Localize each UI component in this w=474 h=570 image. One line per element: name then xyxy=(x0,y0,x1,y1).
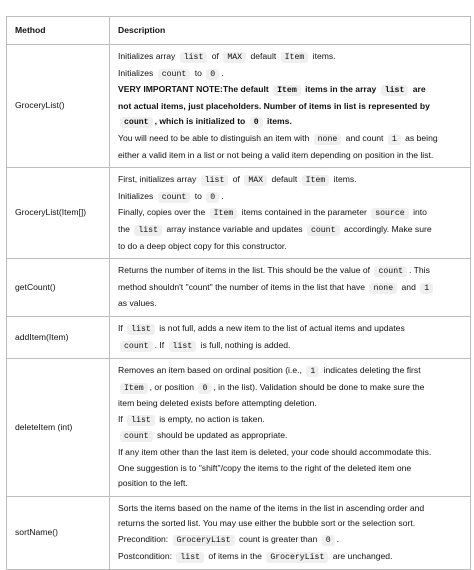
code-term: 0 xyxy=(322,535,335,546)
code-term: Item xyxy=(302,175,330,186)
text-segment: One suggestion is to "shift"/copy the items to the right of the deleted item one xyxy=(118,462,412,473)
description-line xyxy=(118,189,464,206)
code-term: list xyxy=(127,415,155,426)
text-segment: . xyxy=(336,534,340,545)
method-cell: GroceryList(Item[]) xyxy=(7,168,110,259)
description-line xyxy=(118,263,464,280)
description-line xyxy=(118,114,464,131)
description-line xyxy=(118,516,464,532)
description-cell xyxy=(110,45,471,168)
code-term: 1 xyxy=(388,134,401,145)
code-term: list xyxy=(134,225,162,236)
table-row xyxy=(7,45,471,168)
description-line xyxy=(118,428,464,445)
description-line xyxy=(118,66,464,83)
code-term: Item xyxy=(120,383,148,394)
code-term: list xyxy=(176,552,204,563)
bold-code-term: count xyxy=(120,117,153,128)
method-cell: getCount() xyxy=(7,259,110,317)
bold-text-segment: items in the array xyxy=(302,84,379,95)
text-segment: Precondition: xyxy=(118,534,171,545)
text-segment: is full, nothing is added. xyxy=(198,339,291,350)
description-line xyxy=(118,501,464,517)
code-term: 0 xyxy=(198,383,211,394)
description-line xyxy=(118,396,464,412)
text-segment: of xyxy=(209,51,222,61)
text-segment: either a valid item in a list or not being a valid item depending on position in the list. xyxy=(118,149,434,160)
text-segment: indicates deleting the first xyxy=(321,365,421,376)
method-cell: deleteItem (int) xyxy=(7,359,110,497)
code-term: count xyxy=(120,341,153,352)
description-line xyxy=(118,205,464,222)
table-row xyxy=(7,259,471,317)
table-row xyxy=(7,316,471,358)
code-term: 0 xyxy=(206,192,219,203)
code-term: count xyxy=(158,192,191,203)
description-cell xyxy=(110,168,471,259)
description-line xyxy=(118,363,464,380)
text-segment: . This xyxy=(409,265,430,276)
text-segment: method shouldn't "count" the number of items in the list that have xyxy=(118,281,368,292)
text-segment: If any item other than the last item is deleted, your code should accommodate this. xyxy=(118,447,432,458)
text-segment: Removes an item based on ordinal position (i.e., xyxy=(118,365,305,376)
description-line xyxy=(118,549,464,566)
code-term: source xyxy=(371,208,408,219)
description-line xyxy=(118,82,464,99)
code-term: MAX xyxy=(223,52,246,63)
description-line xyxy=(118,476,464,492)
table-row xyxy=(7,496,471,569)
description-line xyxy=(118,99,464,115)
text-segment: of items in the xyxy=(206,550,265,561)
text-segment: item being deleted exists before attempting deletion. xyxy=(118,398,317,409)
text-segment: into xyxy=(410,207,427,218)
table-header-row xyxy=(7,17,471,45)
description-line xyxy=(118,222,464,239)
text-segment: , in the list). Validation should be done to make sure the xyxy=(213,381,425,392)
text-segment: items. xyxy=(310,51,336,61)
code-term: count xyxy=(158,69,191,80)
code-term: Item xyxy=(281,52,309,63)
code-term: count xyxy=(120,431,153,442)
text-segment: should be updated as appropriate. xyxy=(154,430,288,441)
text-segment: is not full, adds a new item to the list of actual items and updates xyxy=(156,322,405,333)
code-term: GroceryList xyxy=(173,535,235,546)
description-line xyxy=(118,296,464,312)
description-cell xyxy=(110,359,471,497)
text-segment: as being xyxy=(402,132,438,143)
text-segment: , or position xyxy=(149,381,197,392)
code-term: MAX xyxy=(244,175,267,186)
description-cell xyxy=(110,496,471,569)
code-term: count xyxy=(307,225,340,236)
text-segment: items. xyxy=(331,174,357,185)
text-segment: returns the sorted list. You may use either the bubble sort or the selection sort. xyxy=(118,518,416,529)
bold-code-term: list xyxy=(381,85,409,96)
text-segment: Initializes xyxy=(118,190,156,201)
description-line xyxy=(118,49,464,66)
code-term: 1 xyxy=(420,283,433,294)
code-term: none xyxy=(314,134,342,145)
code-term: Item xyxy=(210,208,238,219)
text-segment: Initializes xyxy=(118,67,156,78)
text-segment: Finally, copies over the xyxy=(118,207,208,218)
code-term: list xyxy=(127,324,155,335)
text-segment: and count xyxy=(343,132,386,143)
description-line xyxy=(118,380,464,397)
bold-text-segment: items. xyxy=(264,116,292,127)
code-term: 0 xyxy=(206,69,219,80)
text-segment: Postcondition: xyxy=(118,550,175,561)
description-cell xyxy=(110,259,471,317)
method-cell: sortName() xyxy=(7,496,110,569)
description-cell xyxy=(110,316,471,358)
bold-text-segment: are xyxy=(410,84,426,95)
bold-code-term: Item xyxy=(273,85,301,96)
description-line xyxy=(118,532,464,549)
text-segment: and xyxy=(399,281,419,292)
text-segment: position to the left. xyxy=(118,478,188,489)
method-table xyxy=(6,16,471,570)
code-term: 1 xyxy=(306,366,319,377)
bold-code-term: 0 xyxy=(250,117,263,128)
text-segment: You will need to be able to distinguish an item with xyxy=(118,132,312,143)
text-segment: default xyxy=(269,174,300,185)
text-segment: default xyxy=(248,51,279,61)
text-segment: of xyxy=(230,174,243,185)
text-segment: Sorts the items based on the name of the items in the list in ascending order and xyxy=(118,502,425,513)
description-line xyxy=(118,321,464,338)
description-line xyxy=(118,412,464,429)
code-term: list xyxy=(180,52,208,63)
text-segment: . xyxy=(221,190,224,201)
text-segment: are unchanged. xyxy=(330,550,393,561)
code-term: list xyxy=(201,175,229,186)
description-line xyxy=(118,239,464,255)
text-segment: the xyxy=(118,223,133,234)
text-segment: . If xyxy=(154,339,167,350)
text-segment: array instance variable and updates xyxy=(164,223,305,234)
text-segment: Returns the number of items in the list. This should be the value of xyxy=(118,265,373,276)
text-segment: to xyxy=(192,67,205,78)
code-term: count xyxy=(374,266,407,277)
table-row xyxy=(7,168,471,259)
description-line xyxy=(118,131,464,148)
description-line xyxy=(118,172,464,189)
description-line xyxy=(118,148,464,164)
method-cell: GroceryList() xyxy=(7,45,110,168)
text-segment: items contained in the parameter xyxy=(239,207,370,218)
text-segment: accordingly. Make sure xyxy=(341,223,432,234)
text-segment: Initializes array xyxy=(118,51,178,61)
text-segment: If xyxy=(118,322,126,333)
text-segment: is empty, no action is taken. xyxy=(156,413,265,424)
text-segment: First, initializes array xyxy=(118,174,199,185)
description-line xyxy=(118,280,464,297)
code-term: list xyxy=(169,341,197,352)
bold-text-segment: not actual items, just placeholders. Number of items in list is represented by xyxy=(118,100,430,111)
bold-text-segment: VERY IMPORTANT NOTE:The default xyxy=(118,84,272,95)
column-header-method: Method xyxy=(7,17,110,45)
method-cell: addItem(Item) xyxy=(7,316,110,358)
text-segment: . xyxy=(221,67,224,78)
text-segment: If xyxy=(118,413,126,424)
text-segment: to do a deep object copy for this constructor. xyxy=(118,240,287,251)
text-segment: count is greater than xyxy=(236,534,320,545)
column-header-description: Description xyxy=(110,17,471,45)
code-term: none xyxy=(369,283,397,294)
description-line xyxy=(118,461,464,477)
table-row xyxy=(7,359,471,497)
description-line xyxy=(118,445,464,461)
bold-text-segment: , which is initialized to xyxy=(154,116,248,127)
description-line xyxy=(118,338,464,355)
code-term: GroceryList xyxy=(266,552,328,563)
text-segment: as values. xyxy=(118,298,157,309)
text-segment: to xyxy=(192,190,205,201)
